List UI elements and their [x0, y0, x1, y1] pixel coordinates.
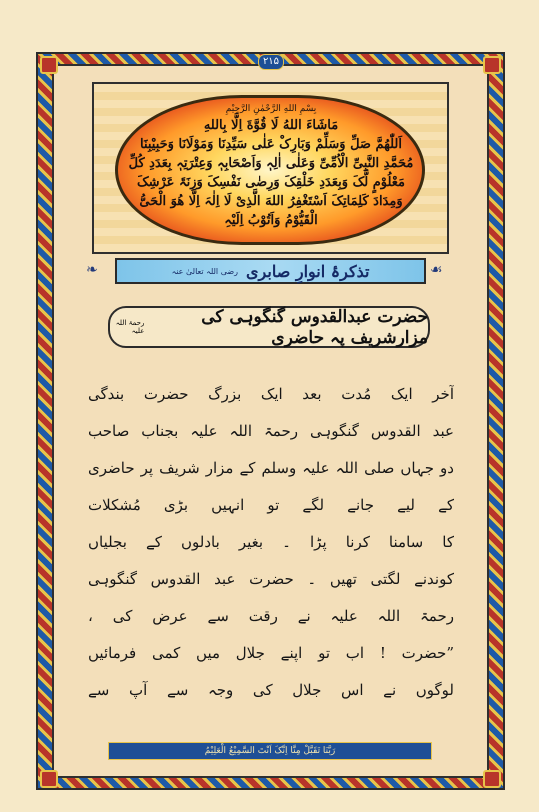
corner-ornament-icon — [483, 56, 501, 74]
title-honorific: رحمۃ اللہ علیہ — [115, 319, 145, 335]
prayer-line: وَمِدَادَ کَلِمَاتِکَ اَسْتَغْفِرُ اللهَ الَّذِیْ لَا اِلٰہَ اِلَّا ھُوَ الْحَیُّ — [139, 194, 403, 209]
honorific: رضی اللہ تعالیٰ عنہ — [171, 266, 239, 276]
body-line: رحمۃ اللہ علیہ نے رقت سے عرض کی ، — [88, 607, 454, 625]
body-line: دو جہاں صلی اللہ علیہ وسلم کے مزار شریف پر حاضری — [88, 459, 454, 477]
section-header — [115, 258, 426, 284]
flourish-right-icon: ☙ — [430, 262, 443, 278]
body-line: کا سامنا کرنا پڑا ۔ بغیر بادلوں کے بجلیاں — [88, 533, 454, 551]
body-line: آخر ایک مُدت بعد ایک بزرگ حضرت بندگی — [88, 385, 454, 403]
footer-verse: رَبَّنَا تَقَبَّلْ مِنَّا اِنَّکَ اَنْتَ السَّمِیْعُ الْعَلِیْمُ — [108, 742, 432, 760]
prayer-line: اَللّٰھُمَّ صَلِّ وَسَلِّمْ وَبَارِکْ عَلٰی سَیِّدِنَا وَمَوْلَانَا وَحَبِیْبِنَا — [139, 137, 402, 152]
prayer-line: مُحَمَّدِ النَّبِیِّ الْاُمِّیِّ وَعَلٰی اٰلِہٖ وَاَصْحَابِہٖ وَعِتْرَتِہٖ بِعَدَدِ کُلِّ — [128, 156, 414, 171]
bismillah: بِسْمِ اللهِ الرَّحْمٰنِ الرَّحِیْمِ — [225, 104, 317, 114]
prayer-line: مَاشَاءَ اللهُ لَا قُوَّةَ اِلَّا بِاللهِ — [203, 118, 339, 133]
body-line: لوگوں نے اس جلال کی وجہ سے آپ سے — [88, 681, 454, 699]
article-title-box — [108, 306, 430, 348]
corner-ornament-icon — [483, 770, 501, 788]
prayer-text — [125, 104, 417, 230]
body-line: کے لیے جانے لگے تو انہیں بڑی مُشکلات — [88, 496, 454, 514]
body-line: ”حضرت ! اب تو اپنے جلال میں کمی فرمائیں — [88, 644, 454, 662]
article-body — [88, 376, 454, 709]
body-line: عبد القدوس گنگوہی رحمۃ اللہ علیہ بجناب صاحب — [88, 422, 454, 440]
corner-ornament-icon — [40, 770, 58, 788]
page-number: ۲۱۵ — [258, 54, 284, 70]
prayer-line: الْقَیُّوْمُ وَاَتُوْبُ اِلَیْہِ — [224, 213, 318, 228]
flourish-left-icon: ❧ — [86, 262, 98, 278]
corner-ornament-icon — [40, 56, 58, 74]
prayer-line: مَعْلُوْمٍ لَّکَ وَبِعَدَدِ خَلْقِکَ وَرِضٰی نَفْسِکَ وَزِنَۃَ عَرْشِکَ — [136, 175, 406, 190]
body-line: کوندنے لگتی تھیں ۔ حضرت عبد القدوس گنگوہی — [88, 570, 454, 588]
article-title: حضرت عبدالقدوس گنگوہی کی مزارشریف پہ حاضری — [201, 307, 428, 348]
section-title: تذکرۂ انوارِ صابری — [246, 261, 370, 281]
